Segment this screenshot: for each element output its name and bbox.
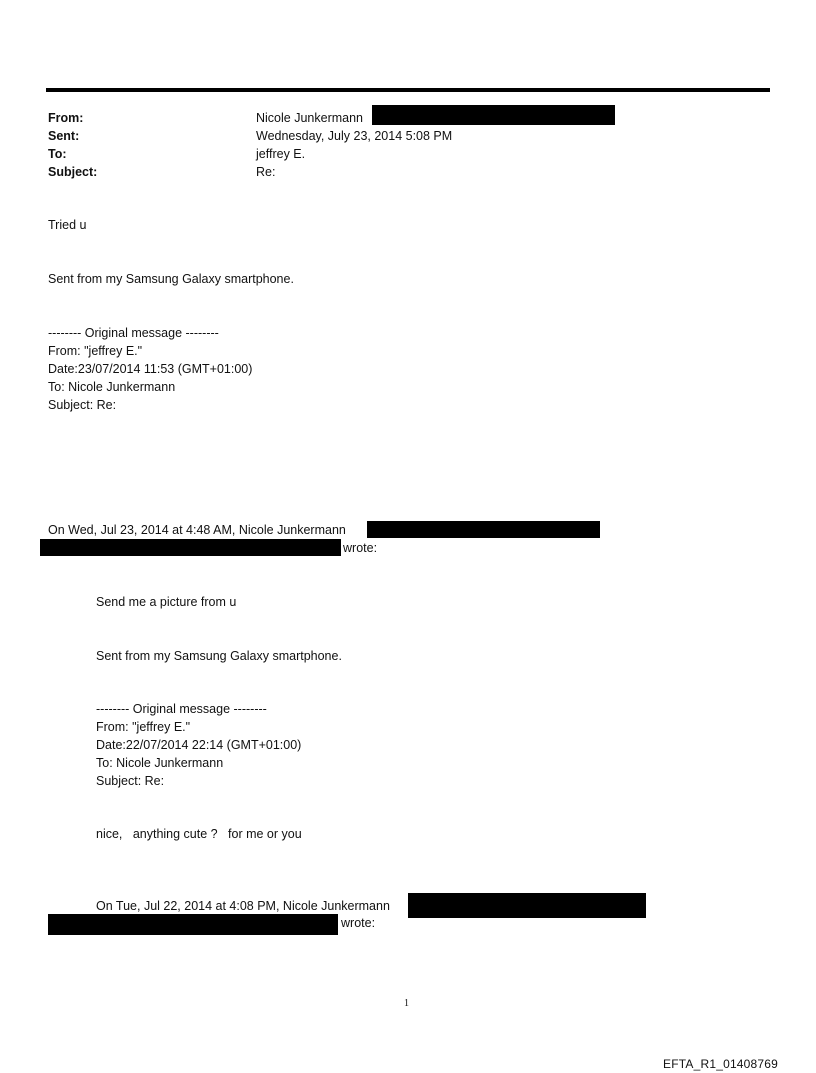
quoted-original-subject: Subject: Re:: [96, 774, 165, 788]
subject-value: Re:: [256, 165, 276, 179]
to-label: To:: [48, 147, 67, 161]
wrote-text: wrote:: [343, 541, 378, 555]
quoted-original-divider: -------- Original message --------: [96, 702, 267, 716]
page-number: 1: [404, 998, 409, 1009]
quoted-reply-text: nice, anything cute ? for me or you: [96, 827, 302, 841]
document-id: EFTA_R1_01408769: [663, 1057, 779, 1071]
from-value: Nicole Junkermann: [256, 111, 363, 125]
reply-attribution: On Wed, Jul 23, 2014 at 4:48 AM, Nicole Junkermann: [48, 523, 346, 537]
original-from: From: "jeffrey E.": [48, 344, 143, 358]
original-message-divider: -------- Original message --------: [48, 326, 219, 340]
wrote-text: wrote:: [341, 916, 376, 930]
quoted-signature: Sent from my Samsung Galaxy smartphone.: [96, 649, 342, 663]
quoted-original-date: Date:22/07/2014 22:14 (GMT+01:00): [96, 738, 302, 752]
original-date: Date:23/07/2014 11:53 (GMT+01:00): [48, 362, 253, 376]
quoted-original-from: From: "jeffrey E.": [96, 720, 191, 734]
sent-value: Wednesday, July 23, 2014 5:08 PM: [256, 129, 453, 143]
original-subject: Subject: Re:: [48, 398, 117, 412]
sent-label: Sent:: [48, 129, 80, 143]
quoted-message-text: Send me a picture from u: [96, 595, 237, 609]
redaction-box: [372, 105, 615, 125]
signature: Sent from my Samsung Galaxy smartphone.: [48, 272, 294, 286]
original-to: To: Nicole Junkermann: [48, 380, 176, 394]
header-rule: [46, 88, 770, 92]
subject-label: Subject:: [48, 165, 98, 179]
message-text: Tried u: [48, 218, 87, 232]
redaction-box: [408, 893, 646, 918]
redaction-box: [40, 539, 341, 556]
redaction-box: [48, 914, 338, 935]
quoted-attribution: On Tue, Jul 22, 2014 at 4:08 PM, Nicole Junkermann: [96, 899, 390, 913]
from-label: From:: [48, 111, 84, 125]
to-value: jeffrey E.: [256, 147, 306, 161]
quoted-original-to: To: Nicole Junkermann: [96, 756, 224, 770]
redaction-box: [367, 521, 600, 538]
